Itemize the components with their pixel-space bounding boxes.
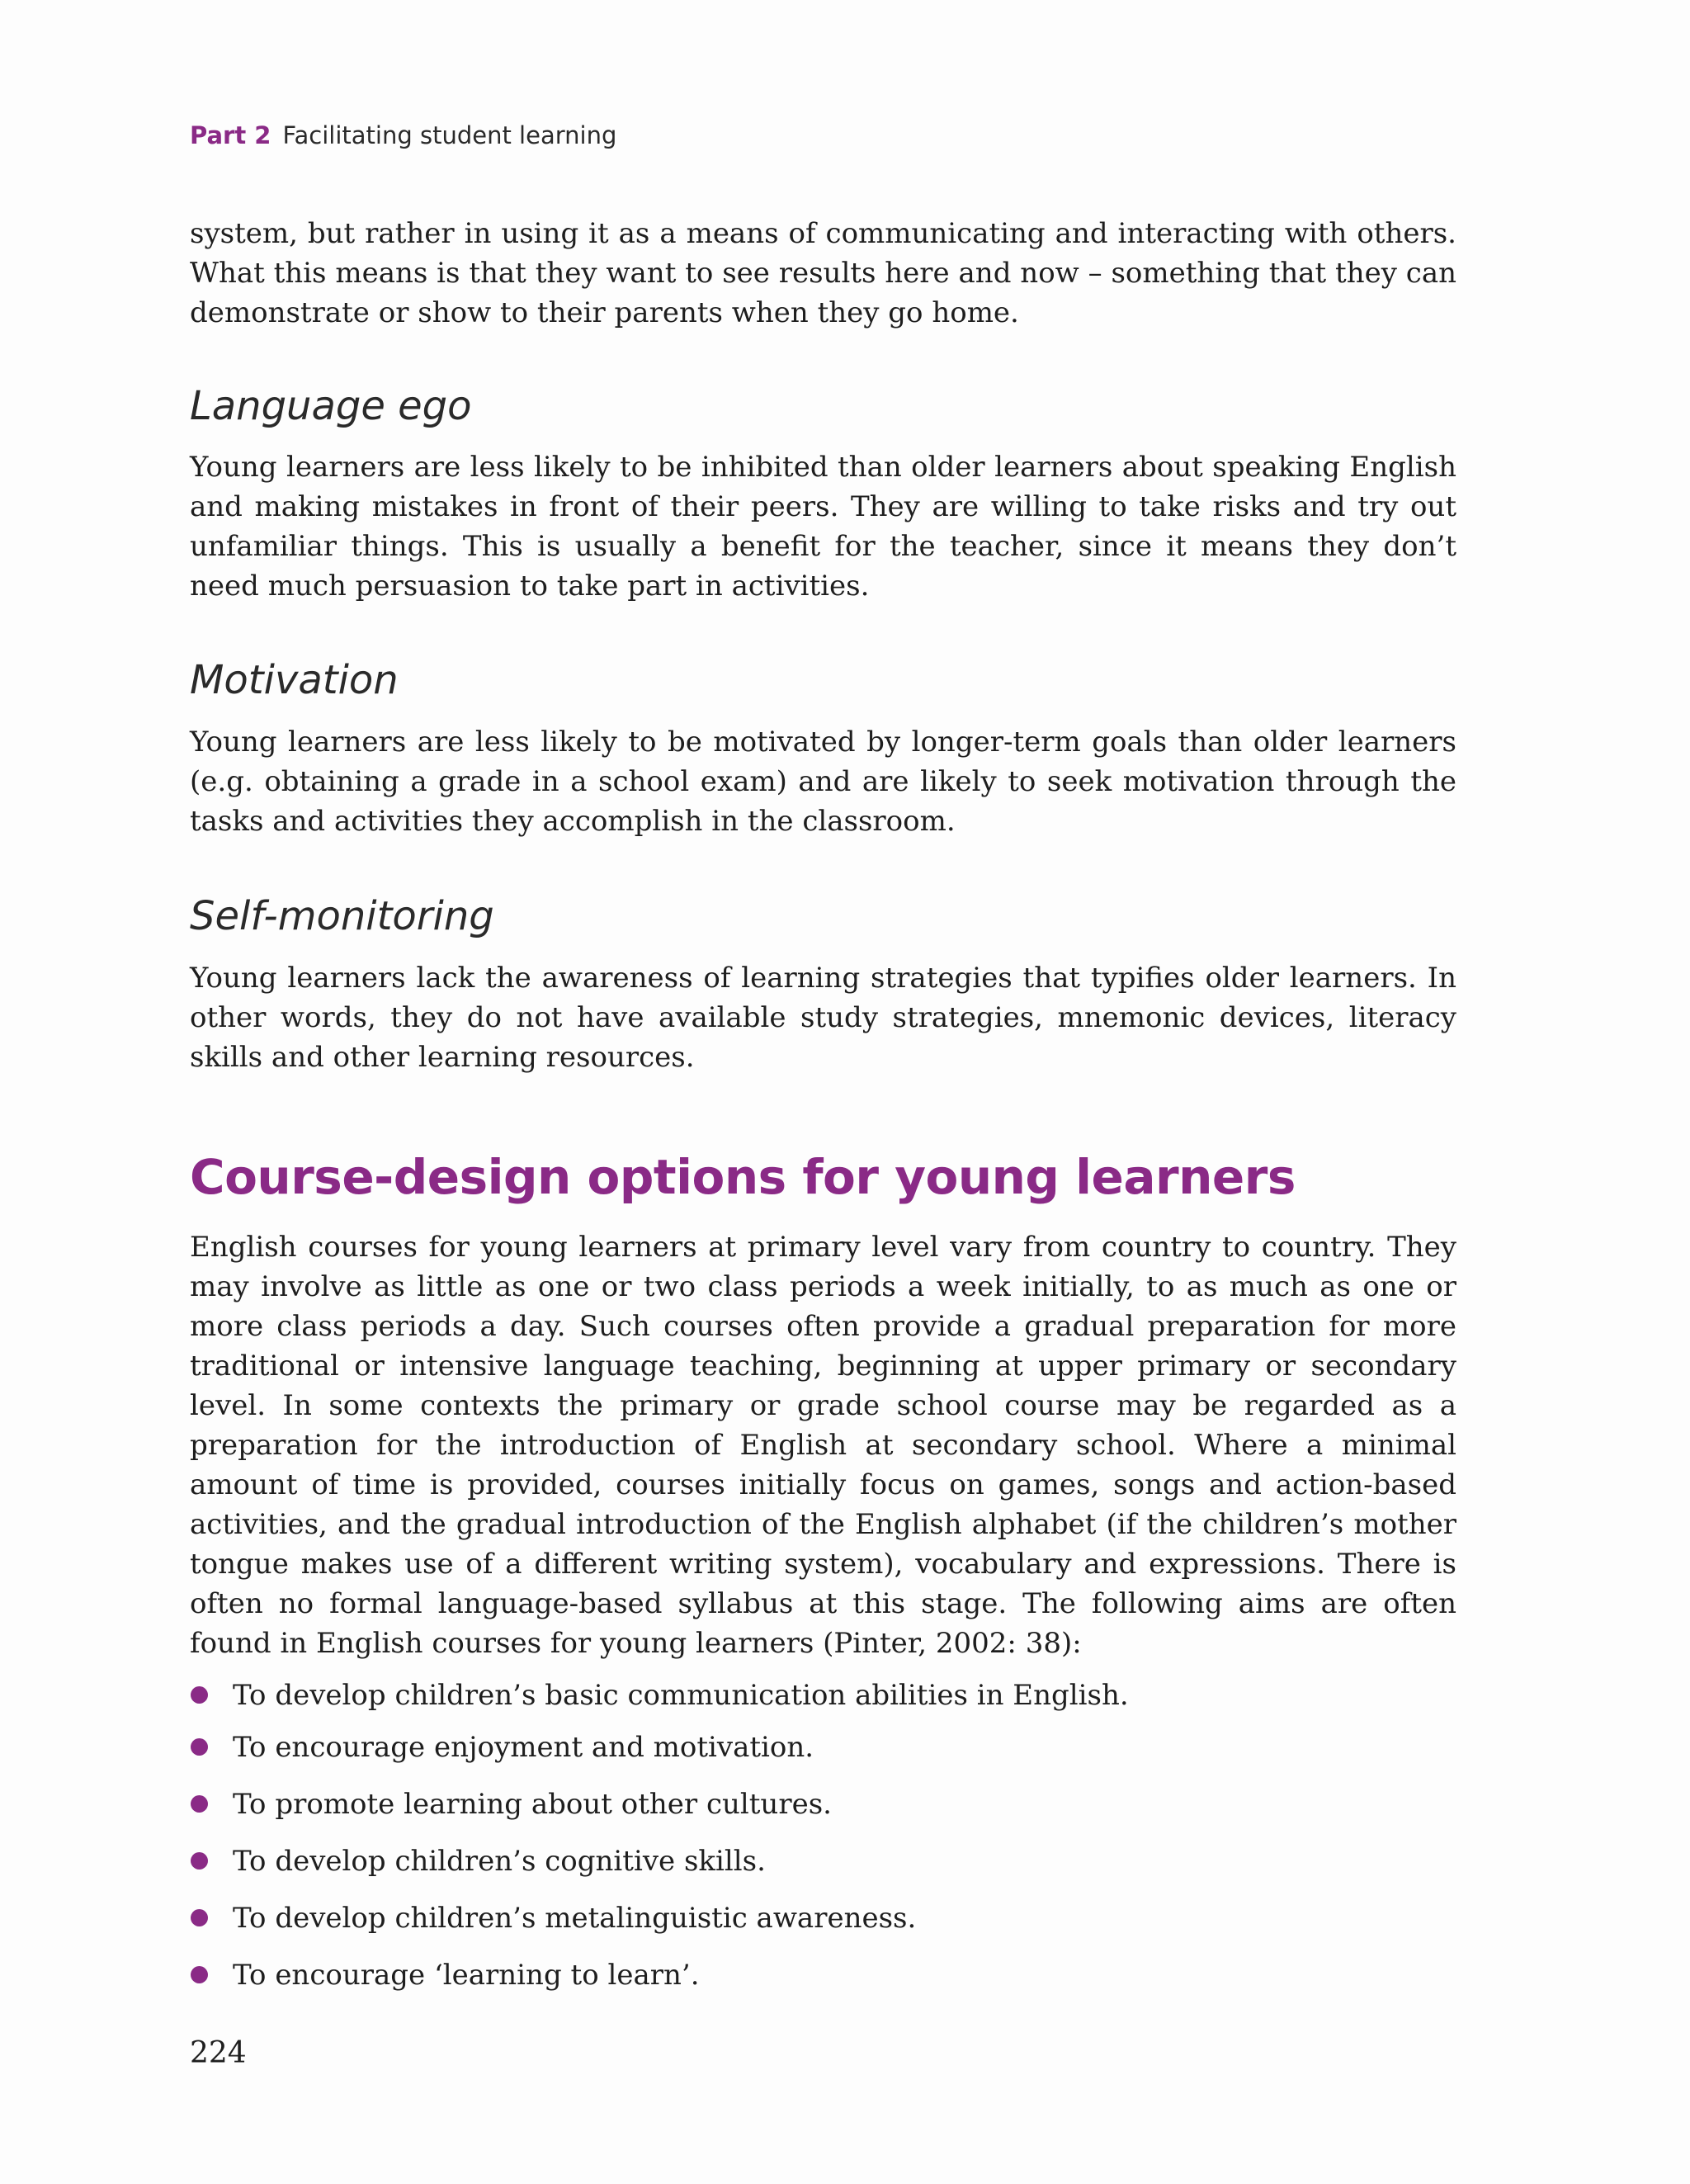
list-item-text: To encourage enjoyment and motivation. [233, 1731, 814, 1764]
heading-course-design: Course-design options for young learners [190, 1149, 1296, 1205]
page-number: 224 [190, 2036, 247, 2070]
list-item [190, 1898, 916, 1938]
list-item-text: To promote learning about other cultures. [233, 1788, 832, 1821]
list-item [190, 1841, 766, 1881]
list-item-text: To develop children’s cognitive skills. [233, 1845, 766, 1878]
intro-paragraph-block [190, 214, 1456, 333]
course-design-block [190, 1227, 1456, 1663]
bullet-dot-icon [191, 1909, 208, 1926]
motivation-block [190, 722, 1456, 841]
bullet-dot-icon [191, 1966, 208, 1983]
heading-language-ego: Language ego [190, 383, 472, 429]
list-item [190, 1785, 832, 1824]
list-item [190, 1676, 1129, 1715]
bullet-dot-icon [191, 1795, 208, 1813]
list-item [190, 1955, 700, 1995]
self-monitoring-paragraph: Young learners lack the awareness of learning strategies that typifies older learners. In other words, they do not have available study strategies, mnemonic devices, literacy skills and other learning resources. [190, 962, 1456, 1074]
heading-motivation: Motivation [190, 657, 399, 703]
course-design-paragraph: English courses for young learners at primary level vary from country to country. They may involve as little as one or two class periods a week initially, to as much as one or more class periods a day. Such courses often provide a gradual preparation for more traditional or intensive language teaching, beginning at upper primary or secondary level. In some contexts the primary or grade school course may be regarded as a preparation for the introduction of English at secondary school. Where a minimal amount of time is provided, courses initially focus on games, songs and action-based activities, and the gradual introduction of the English alphabet (if the children’s mother tongue makes use of a different writing system), vocabulary and expressions. There is often no formal language-based syllabus at this stage. The following aims are often found in English courses for young learners (Pinter, 2002: 38): [190, 1231, 1456, 1660]
language-ego-paragraph: Young learners are less likely to be inhibited than older learners about speaking English and making mistakes in front of their peers. They are willing to take risks and try out unfamiliar things. This is usually a benefit for the teacher, since it means they don’t need much persuasion to take part in activities. [190, 451, 1456, 603]
self-monitoring-block [190, 958, 1456, 1077]
list-item-text: To develop children’s basic communication abilities in English. [233, 1679, 1129, 1712]
running-head [190, 121, 617, 149]
running-head-title: Facilitating student learning [282, 121, 617, 149]
intro-paragraph: system, but rather in using it as a means of communicating and interacting with others. What this means is that they want to see results here and now – something that they can demonstrate or show to their parents when they go home. [190, 217, 1456, 329]
list-item-text: To develop children’s metalinguistic awareness. [233, 1902, 917, 1935]
language-ego-block [190, 447, 1456, 606]
list-item [190, 1728, 814, 1767]
running-head-part: Part 2 [190, 121, 271, 149]
motivation-paragraph: Young learners are less likely to be motivated by longer-term goals than older learners (e.g. obtaining a grade in a school exam) and are likely to seek motivation through the tasks and activities they accomplish in the classroom. [190, 726, 1456, 838]
bullet-dot-icon [191, 1686, 208, 1704]
bullet-dot-icon [191, 1852, 208, 1870]
bullet-dot-icon [191, 1738, 208, 1756]
list-item-text: To encourage ‘learning to learn’. [233, 1959, 700, 1992]
heading-self-monitoring: Self-monitoring [190, 893, 494, 939]
